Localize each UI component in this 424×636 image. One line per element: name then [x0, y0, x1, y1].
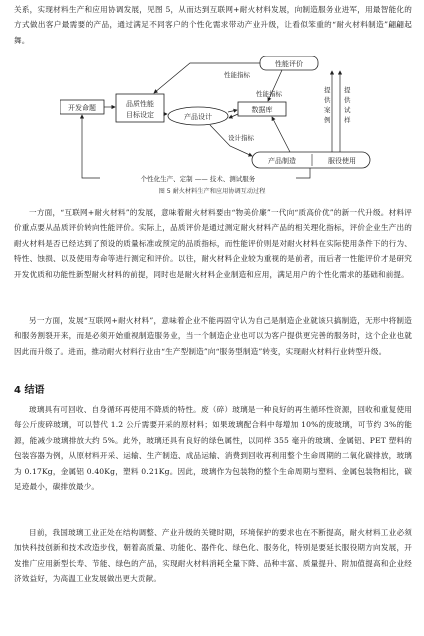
quality-label-1: 品质性能 [126, 100, 154, 108]
quality-label-2: 目标设定 [126, 111, 154, 119]
body-paragraph-1: 一方面，“互联网+耐火材料”的发展，意味着耐火材料要由“物美价廉”一代向“质高价优”的新一代升级。材料评价重点要从品质评价转向性能评价。实际上，品质评价是通过测定耐火材料产品的相关理化指标，评价企业生产出的耐火材料是否已经达到了预设的质量标准或预定的品质指标，而性能评价则是对耐火材料在实际使用条件下的行为、特性、蚀损、以及使用寿命等进行测定和评价。以往，耐火材料企业较为重视的是前者，而后者一性能评价才是研究开发优质和功能性新型耐火材料的前提，同时也是耐火材料企业制造和应用，满足用户的个性化需求的基础和前提。 [14, 208, 412, 279]
svg-text:试: 试 [344, 106, 351, 114]
provide-tests-label [344, 85, 351, 124]
provide-cases-label [324, 85, 331, 124]
interaction-diagram [60, 56, 380, 184]
arrow-design-database [228, 110, 237, 112]
service-use-label: 服役使用 [328, 157, 356, 165]
start-label: 开发命题 [68, 104, 96, 112]
feedback-label: 个性化生产、定制 —— 技术、测试服务 [140, 175, 256, 183]
product-mfg-label: 产品制造 [268, 157, 296, 165]
arrow-database-design [229, 114, 238, 118]
body-paragraph-2: 另一方面，发展“互联网+耐火材料”，意味着企业不能再固守认为自己是制造企业就该只搞制造，无形中将制造和服务割裂开来，而是必须开始重视制造服务业，当一个制造企业也可以为客户提供更完善的服务时，这个企业也就因此而升级了。进而，推动耐火材料行业由“生产型制造”向“服务型制造”转变，实现耐火材料行业转型升级。 [14, 316, 412, 356]
product-design-label: 产品设计 [184, 113, 212, 121]
svg-text:供: 供 [344, 96, 351, 104]
figure-caption: 图 5 耐火材料生产和应用协调互动过程 [158, 188, 266, 195]
svg-text:案: 案 [324, 106, 331, 114]
perf-eval-label: 性能评价 [275, 60, 303, 68]
perf-indicator-mid-label: 性能指标 [256, 90, 282, 98]
perf-indicator-top-label: 性能指标 [224, 71, 250, 79]
intro-paragraph: 关系，实现材料生产和应用协调发展，见图 5，从而达到互联网+耐火材料发展，向制造服务业进军，用最智能化的方式做出客户最需要的产品，通过满足不同客户的个性化需求带动产业升级，让看似笨重的“耐火材料制造”翩翩起舞。 [14, 5, 412, 45]
design-indicator-label: 设计指标 [228, 134, 254, 142]
svg-text:例: 例 [324, 116, 331, 124]
svg-text:样: 样 [344, 116, 351, 124]
body-paragraph-3: 玻璃具有可回收、自身循环再使用不降质的特性。废（碎）玻璃是一种良好的再生循环性资源，回收和重复使用每公斤废碎玻璃，可以替代 1.2 公斤需要开采的原材料；如果玻璃配合料中每增加 10%的废玻璃，可节约 3%的能源，能减少玻璃排放大约 5%。此外，玻璃还具有良好的绿色属性，以同样 355 毫升的玻璃、金属铝、PET 塑料的包装容器为例，从原材料开采、运输、生产制造、成品运输、消费到回收再利用整个生命周期的二氧化碳排放，玻璃为 0.17Kg，金属铝 0.40Kg，塑料 0.21Kg。因此，玻璃作为包装物的整个生命周期与塑料、金属包装物相比，碳足迹最小，碳排放最少。 [14, 405, 412, 492]
svg-text:供: 供 [324, 96, 331, 104]
body-paragraph-4: 目前，我国玻璃工业正处在结构调整、产业升级的关键时期，环境保护的要求也在不断提高，耐火材料工业必须加快科技创新和技术改造步伐，朝着高质量、功能化、器件化、绿色化、服务化，特别是要延长服役期方向发展，开发推广应用新型长寿、节能、绿色的产品，实现耐火材料消耗全量下降、品种丰富、质量提升、附加值提高和企业经济效益好，为高温工业发展做出更大贡献。 [14, 528, 412, 584]
database-label: 数据库 [251, 106, 273, 114]
arrow-mfg-database [272, 117, 290, 152]
svg-text:提: 提 [324, 86, 331, 94]
section-heading: 4 结语 [14, 385, 45, 396]
svg-text:提: 提 [344, 86, 351, 94]
